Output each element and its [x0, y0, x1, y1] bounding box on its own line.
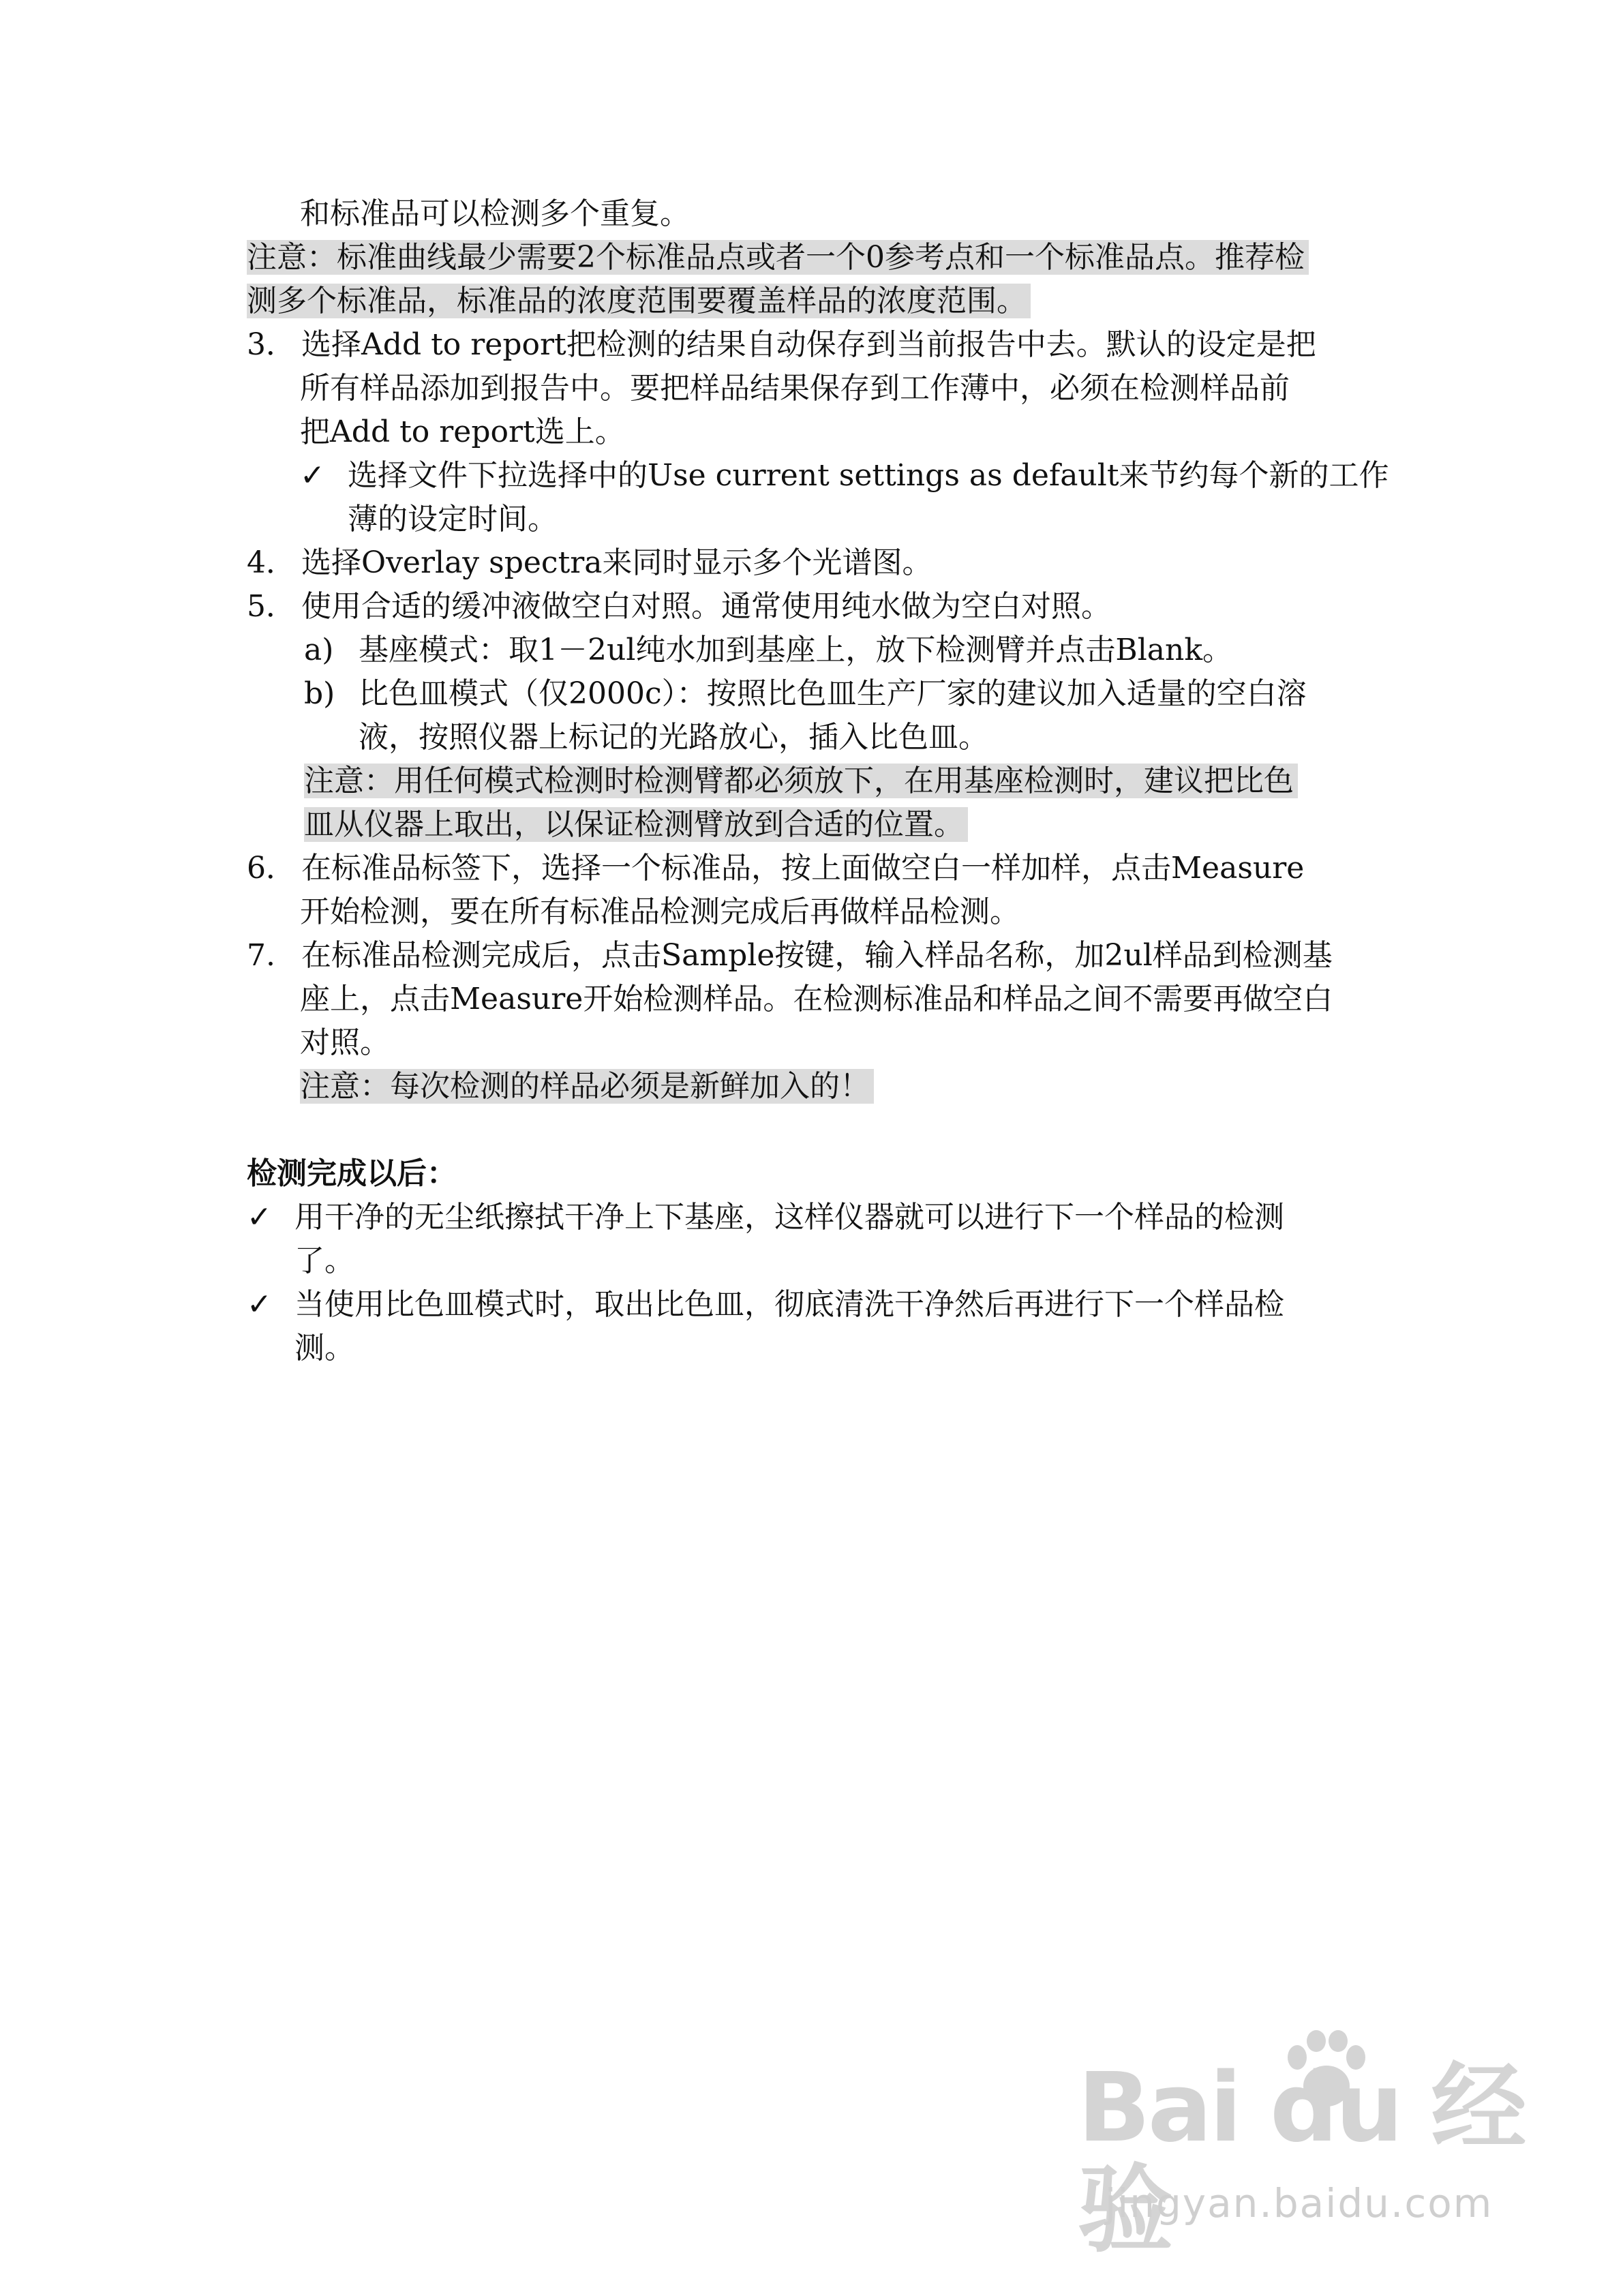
step-number: 5．: [247, 589, 296, 624]
watermark-url: jingyan.baidu.com: [1105, 2180, 1493, 2226]
note-1-line-2: 测多个标准品，标准品的浓度范围要覆盖样品的浓度范围。: [247, 280, 1378, 323]
step-number: 4．: [247, 545, 296, 580]
note-2-line-1: 注意：用任何模式检测时检测臂都必须放下，在用基座检测时，建议把比色: [247, 759, 1378, 803]
blank-spacer: [247, 1108, 1378, 1152]
step-5: 5． 使用合适的缓冲液做空白对照。通常使用纯水做为空白对照。: [247, 585, 1378, 629]
note-3: 注意：每次检测的样品必须是新鲜加入的！: [247, 1065, 1378, 1108]
after-item-2: ✓ 当使用比色皿模式时，取出比色皿，彻底清洗干净然后再进行下一个样品检: [247, 1283, 1378, 1327]
step-7-line-3: 对照。: [300, 1025, 390, 1060]
baidu-watermark: [1078, 2030, 1568, 2266]
note-2-line-2: 皿从仪器上取出，以保证检测臂放到合适的位置。: [247, 803, 1378, 847]
step-7: 7. 在标准品检测完成后，点击Sample按键，输入样品名称，加2ul样品到检测基: [247, 934, 1378, 978]
check-icon: ✓: [300, 458, 325, 493]
document-body: [247, 192, 1389, 1370]
step-3-line-2: 所有样品添加到报告中。要把样品结果保存到工作薄中，必须在检测样品前: [300, 371, 1290, 406]
step-3-line-3: 把Add to report选上。: [300, 414, 625, 449]
check-icon: ✓: [247, 1287, 272, 1322]
step-5b-line-2: 液，按照仪器上标记的光路放心，插入比色皿。: [359, 720, 988, 755]
after-item-2-line-2: 测。: [294, 1331, 354, 1365]
watermark-brand: Bai du 经验: [1078, 2053, 1524, 2266]
step-5b: b) 比色皿模式（仅2000c）：按照比色皿生产厂家的建议加入适量的空白溶: [247, 672, 1378, 716]
after-item-1: ✓ 用干净的无尘纸擦拭干净上下基座，这样仪器就可以进行下一个样品的检测: [247, 1196, 1378, 1239]
step-7-line-2: 座上，点击Measure开始检测样品。在检测标准品和样品之间不需要再做空白: [300, 982, 1333, 1016]
step-6: 6． 在标准品标签下，选择一个标准品，按上面做空白一样加样，点击Measure: [247, 847, 1378, 890]
step-4: 4． 选择Overlay spectra来同时显示多个光谱图。: [247, 541, 1378, 585]
step-number: 7.: [247, 938, 275, 973]
step-3: 3． 选择Add to report把检测的结果自动保存到当前报告中去。默认的设定是把: [247, 323, 1378, 367]
sub-item-marker: a): [304, 633, 334, 667]
after-heading: 检测完成以后：: [247, 1156, 457, 1191]
step-3-tip: ✓ 选择文件下拉选择中的Use current settings as default来节约每个新的工作: [247, 454, 1378, 498]
paragraph-continuation: 和标准品可以检测多个重复。: [300, 196, 690, 231]
check-icon: ✓: [247, 1200, 272, 1235]
step-3-tip-line-2: 薄的设定时间。: [348, 502, 558, 537]
step-6-line-2: 开始检测，要在所有标准品检测完成后再做样品检测。: [300, 894, 1020, 929]
note-1-line-1: 注意：标准曲线最少需要2个标准品点或者一个0参考点和一个标准品点。推荐检: [247, 236, 1378, 280]
step-number: 3．: [247, 327, 296, 362]
sub-item-marker: b): [304, 676, 335, 711]
step-5a: a) 基座模式：取1－2ul纯水加到基座上，放下检测臂并点击Blank。: [247, 629, 1378, 672]
step-number: 6．: [247, 851, 296, 886]
after-item-1-line-2: 了。: [294, 1243, 354, 1278]
